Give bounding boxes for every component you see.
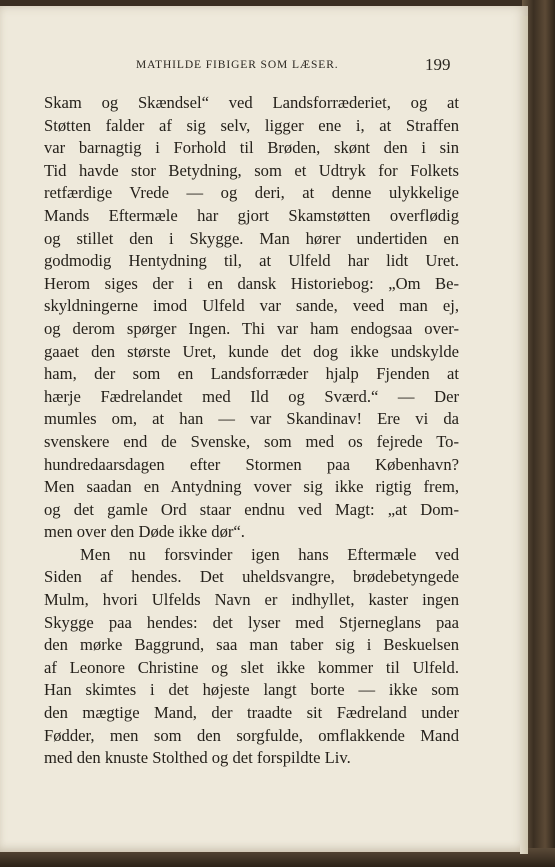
text-line: gaaet den største Uret, kunde det dog ikke undskylde <box>44 341 459 361</box>
text-line: den mørke Baggrund, saa man taber sig i Beskuelsen <box>44 635 459 655</box>
text-line: Siden af hendes. Det uheldsvangre, brødebetyngede <box>44 567 459 587</box>
text-line: hærje Fædrelandet med Ild og Sværd.“ — Der <box>44 386 459 406</box>
text-line: svenskere end de Svenske, som med os fejrede To- <box>44 431 459 451</box>
text-line: Men nu forsvinder igen hans Eftermæle ved <box>80 544 459 564</box>
text-line: og stillet den i Skygge. Man hører undertiden en <box>44 228 459 248</box>
text-line: men over den Døde ikke dør“. <box>44 522 245 542</box>
text-line: skyldningerne imod Ulfeld var sande, veed man ej, <box>44 296 459 316</box>
text-line: Mulm, hvori Ulfelds Navn er indhyllet, kaster ingen <box>44 590 459 610</box>
text-line: ham, der som en Landsforræder hjalp Fjenden at <box>44 364 459 384</box>
text-line: Tid havde stor Betydning, som et Udtryk for Folkets <box>44 160 459 180</box>
text-line: Fødder, men som den sorgfulde, omflakkende Mand <box>44 725 459 745</box>
text-line: godmodig Hentydning til, at Ulfeld har lidt Uret. <box>44 251 459 271</box>
text-line: mumles om, at han — var Skandinav! Ere vi da <box>44 409 459 429</box>
text-line: Herom siges der i en dansk Historiebog: „Om Be- <box>44 273 459 293</box>
text-line: Skygge paa hendes: det lyser med Stjerneglans paa <box>44 612 459 632</box>
text-line: og det gamle Ord staar endnu ved Magt: „at Dom- <box>44 499 459 519</box>
text-line: var barnagtig i Forhold til Brøden, skønt den i sin <box>44 138 459 158</box>
text-line: af Leonore Christine og slet ikke kommer til Ulfeld. <box>44 657 459 677</box>
text-line: retfærdige Vrede — og deri, at denne ulykkelige <box>44 183 459 203</box>
running-head: MATHILDE FIBIGER SOM LÆSER. <box>136 59 339 71</box>
text-line: Støtten falder af sig selv, ligger ene i, at Straffen <box>44 115 459 135</box>
body-text <box>44 92 459 770</box>
text-line: Mands Eftermæle har gjort Skamstøtten overflødig <box>44 205 459 225</box>
text-line: med den knuste Stolthed og det forspildte Liv. <box>44 748 351 768</box>
text-line: hundredaarsdagen efter Stormen paa København? <box>44 454 459 474</box>
text-line: Han skimtes i det højeste langt borte — ikke som <box>44 680 459 700</box>
text-line: Men saadan en Antydning vover sig ikke rigtig frem, <box>44 477 459 497</box>
text-line: den mægtige Mand, der traadte sit Fædreland under <box>44 703 459 723</box>
text-line: Skam og Skændsel“ ved Landsforræderiet, og at <box>44 93 459 112</box>
page-number: 199 <box>425 55 451 74</box>
text-line: og derom spørger Ingen. Thi var ham endogsaa over- <box>44 318 459 338</box>
page-edge <box>520 16 528 854</box>
